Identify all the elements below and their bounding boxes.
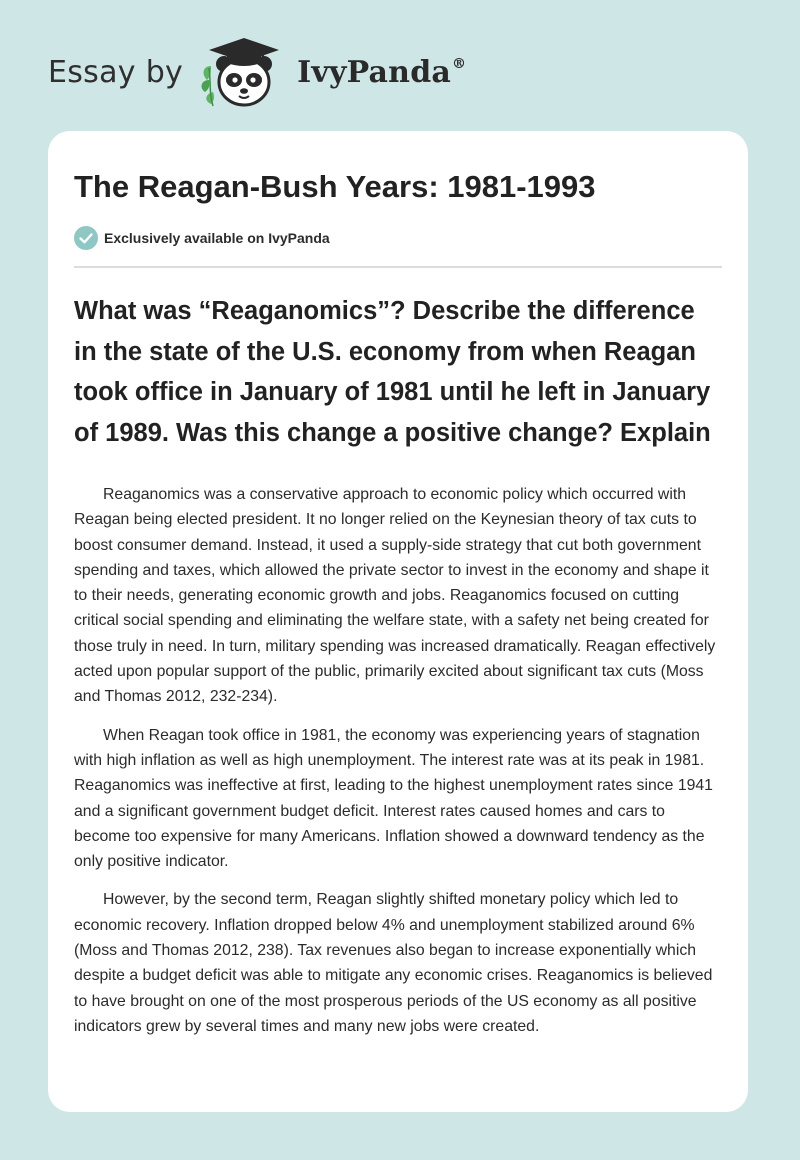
divider xyxy=(74,266,722,268)
paragraph: When Reagan took office in 1981, the economy was experiencing years of stagnation with high inflation as well as high unemployment. The interest rate was at its peak in 1981. Reaganomics was ineffective at first, leading to the highest unemployment rates since 1941 and a significant government budget deficit. Interest rates caused homes and cars to become too expensive for many Americans. Inflation showed a downward tendency as the only positive indicator. xyxy=(74,726,713,871)
registered-mark: ® xyxy=(452,55,467,72)
exclusive-label: Exclusively available on IvyPanda xyxy=(104,230,330,246)
check-circle-icon xyxy=(74,226,98,250)
panda-graduate-icon[interactable] xyxy=(199,34,289,110)
site-header xyxy=(48,34,466,110)
paragraph: Reaganomics was a conservative approach to economic policy which occurred with Reagan being elected president. It no longer relied on the Keynesian theory of tax cuts to boost consumer demand. Instead, it used a supply-side strategy that cut both government spending and taxes, which allowed the private sector to invest in the economy and shape it to their needs, generating economic growth and jobs. Reaganomics focused on cutting critical social spending and eliminating the welfare state, with a safety net being created for those truly in need. In turn, military spending was increased dramatically. Reagan effectively acted upon popular support of the public, primarily excited about significant tax cuts (Moss and Thomas 2012, 232-234). xyxy=(74,486,716,706)
essay-body xyxy=(74,482,722,1039)
brand-name[interactable]: IvyPanda® xyxy=(297,54,467,90)
essay-question: What was “Reaganomics”? Describe the difference in the state of the U.S. economy from when Reagan took office in January of 1981 until he left in January of 1989. Was this change a positive change? Explain xyxy=(74,297,711,447)
exclusive-badge xyxy=(74,225,722,251)
page-title: The Reagan-Bush Years: 1981-1993 xyxy=(74,169,596,204)
paragraph: However, by the second term, Reagan slightly shifted monetary policy which led to economic recovery. Inflation dropped below 4% and unemployment stabilized around 6% (Moss and Thomas 2012, 238). Tax revenues also began to increase exponentially which despite a budget deficit was able to mitigate any economic crises. Reaganomics is believed to have brought on one of the most prosperous periods of the US economy as all positive indicators grew by several times and many new jobs were created. xyxy=(74,891,713,1035)
essay-by-label: Essay by xyxy=(48,54,184,90)
essay-card xyxy=(48,131,748,1112)
